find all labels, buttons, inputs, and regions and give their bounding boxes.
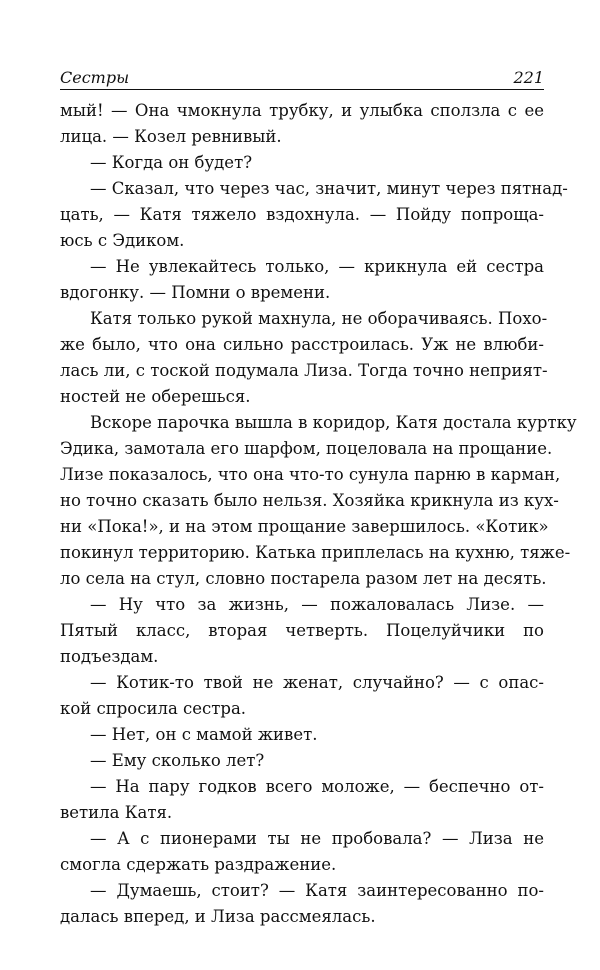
paragraph [60,670,544,722]
paragraph [60,254,544,306]
text-line: — Нет, он с мамой живет. [90,725,318,744]
chapter-title: Сестры [60,68,130,87]
text-line: Вскоре парочка вышла в коридор, Катя достала куртку [90,413,577,432]
paragraph [60,592,544,670]
text-line: подъездам. [60,647,159,666]
text-line: ло села на стул, словно постарела разом лет на десять. [60,569,547,588]
text-line: но точно сказать было нельзя. Хозяйка крикнула из кух- [60,491,559,510]
text-line: юсь с Эдиком. [60,231,185,250]
text-line: — Ему сколько лет? [90,751,265,770]
paragraph [60,150,544,176]
text-line: мый! — Она чмокнула трубку, и улыбка сползла с ее [60,101,544,120]
text-line: вдогонку. — Помни о времени. [60,283,331,302]
header-rule [60,89,544,90]
text-line: ностей не оберешься. [60,387,251,406]
paragraph [60,774,544,826]
text-line: — Сказал, что через час, значит, минут через пятнад- [90,179,568,198]
text-line: смогла сдержать раздражение. [60,855,337,874]
text-line: — На пару годков всего моложе, — беспечно от- [90,777,544,796]
text-line: лица. — Козел ревнивый. [60,127,282,146]
text-line: цать, — Катя тяжело вздохнула. — Пойду попроща- [60,205,544,224]
text-line: — Думаешь, стоит? — Катя заинтересованно по- [90,881,544,900]
text-line: — Не увлекайтесь только, — крикнула ей сестра [90,257,544,276]
text-line: кой спросила сестра. [60,699,247,718]
paragraph [60,98,544,150]
text-line: Лизе показалось, что она что-то сунула парню в карман, [60,465,561,484]
paragraph [60,306,548,410]
paragraph [60,748,544,774]
paragraph [60,826,544,878]
paragraph [60,878,544,930]
paragraph [60,722,544,748]
paragraph [60,410,577,592]
text-line: — Котик-то твой не женат, случайно? — с опас- [90,673,544,692]
text-line: Эдика, замотала его шарфом, поцеловала на прощание. [60,439,553,458]
text-line: Катя только рукой махнула, не оборачиваясь. Похо- [90,309,548,328]
text-line: — Ну что за жизнь, — пожаловалась Лизе. — [90,595,544,614]
text-line: же было, что она сильно расстроилась. Уж не влюби- [60,335,544,354]
text-line: ветила Катя. [60,803,173,822]
paragraph [60,176,568,254]
text-line: — Когда он будет? [90,153,253,172]
text-line: далась вперед, и Лиза рассмеялась. [60,907,376,926]
text-line: — А с пионерами ты не пробовала? — Лиза не [90,829,544,848]
running-header [60,68,544,90]
text-line: покинул территорию. Катька приплелась на кухню, тяже- [60,543,571,562]
text-line: лась ли, с тоской подумала Лиза. Тогда точно неприят- [60,361,548,380]
page-number: 221 [513,68,544,87]
body-text [60,98,577,930]
text-line: Пятый класс, вторая четверть. Поцелуйчики по [60,621,544,640]
text-line: ни «Пока!», и на этом прощание завершилось. «Котик» [60,517,549,536]
